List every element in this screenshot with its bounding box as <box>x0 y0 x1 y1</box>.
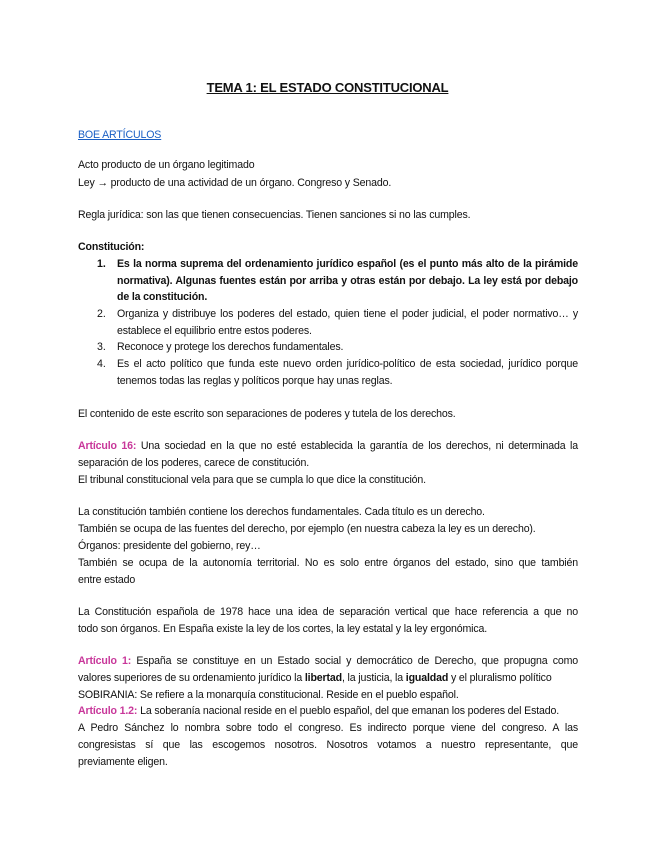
derechos-line-3: Órganos: presidente del gobierno, rey… <box>78 540 261 552</box>
bold-term-libertad: libertad <box>304 672 342 684</box>
derechos-line-2: También se ocupa de las fuentes del derecho, por ejemplo (en nuestra cabeza la ley es un derecho). <box>78 523 536 535</box>
articulo-1-2-line-1 <box>78 703 559 719</box>
list-item-number: 2. <box>97 308 106 320</box>
list-item: Es el acto político que funda este nuevo orden jurídico-político de esta sociedad, jurídico porque tenemos todas las reglas y políticos porque hay unas reglas. <box>117 358 578 387</box>
list-item-number: 1. <box>97 258 106 270</box>
articulo-1-text: España se constituye en un Estado social y democrático de Derecho, que propugna como <box>131 655 578 667</box>
derechos-line-4: También se ocupa de la autonomía territorial. No es solo entre órganos del estado, sino que también <box>78 557 578 569</box>
constitucion-1978-line-1: La Constitución española de 1978 hace una idea de separación vertical que hace referencia a que no <box>78 606 578 618</box>
articulo-1-2-line-2: A Pedro Sánchez lo nombra sobre todo el congreso. Es indirecto porque viene del congreso. A las <box>78 722 578 734</box>
articulo-1-line-2 <box>78 670 552 686</box>
list-item: Es la norma suprema del ordenamiento jurídico español (es el punto más alto de la pirámide normativa). Algunas fuentes están por arriba y otras están por debajo. La ley está por debajo de la constitución. <box>117 258 578 303</box>
text-run: , la justicia, la <box>341 672 406 684</box>
derechos-line-1: La constitución también contiene los derechos fundamentales. Cada título es un derecho. <box>78 506 485 518</box>
articulo-1-label: Artículo 1: <box>78 655 132 667</box>
articulo-16-label: Artículo 16: <box>78 440 137 452</box>
text-run: valores superiores de su ordenamiento jurídico la <box>78 672 305 684</box>
list-item: Organiza y distribuye los poderes del estado, quien tiene el poder judicial, el poder normativo… y establece el equilibrio entre estos poderes. <box>117 308 578 337</box>
list-item-number: 3. <box>97 341 106 353</box>
list-item-number: 4. <box>97 358 106 370</box>
articulo-16-line-3: El tribunal constitucional vela para que se cumpla lo que dice la constitución. <box>78 474 426 486</box>
articulo-16-line-2: separación de los poderes, carece de constitución. <box>78 457 310 469</box>
intro-line-2: Ley → producto de una actividad de un órgano. Congreso y Senado. <box>78 177 392 189</box>
articulo-1-line-3: SOBIRANIA: Se refiere a la monarquía constitucional. Reside en el pueblo español. <box>78 689 459 701</box>
articulo-1-line-1 <box>78 653 578 669</box>
derechos-line-5: entre estado <box>78 574 136 586</box>
articulo-16-line-1 <box>78 438 578 454</box>
articulo-16-text: Una sociedad en la que no esté establecida la garantía de los derechos, ni determinada la <box>136 440 578 452</box>
articulo-1-2-line-3: congresistas sí que las escogemos nosotros. Nosotros votamos a nuestro representante, que <box>78 739 578 751</box>
regla-juridica: Regla jurídica: son las que tienen consecuencias. Tienen sanciones si no las cumples. <box>78 209 471 221</box>
articulo-1-2-label: Artículo 1.2: <box>78 705 138 717</box>
articulo-1-2-text: La soberanía nacional reside en el pueblo español, del que emanan los poderes del Estado. <box>137 705 560 717</box>
intro-line-1: Acto producto de un órgano legitimado <box>78 159 255 171</box>
list-item: Reconoce y protege los derechos fundamentales. <box>117 341 344 353</box>
constitucion-heading: Constitución: <box>78 241 145 253</box>
boe-articles-link[interactable]: BOE ARTÍCULOS <box>78 129 162 141</box>
contenido-line: El contenido de este escrito son separaciones de poderes y tutela de los derechos. <box>78 408 456 420</box>
articulo-1-2-line-4: previamente eligen. <box>78 756 168 768</box>
constitucion-1978-line-2: todo son órganos. En España existe la ley de los cortes, la ley estatal y la ley ergonómica. <box>78 623 488 635</box>
bold-term-igualdad: igualdad <box>405 672 449 684</box>
text-run: y el pluralismo político <box>448 672 552 684</box>
page-title: TEMA 1: EL ESTADO CONSTITUCIONAL <box>206 80 449 95</box>
